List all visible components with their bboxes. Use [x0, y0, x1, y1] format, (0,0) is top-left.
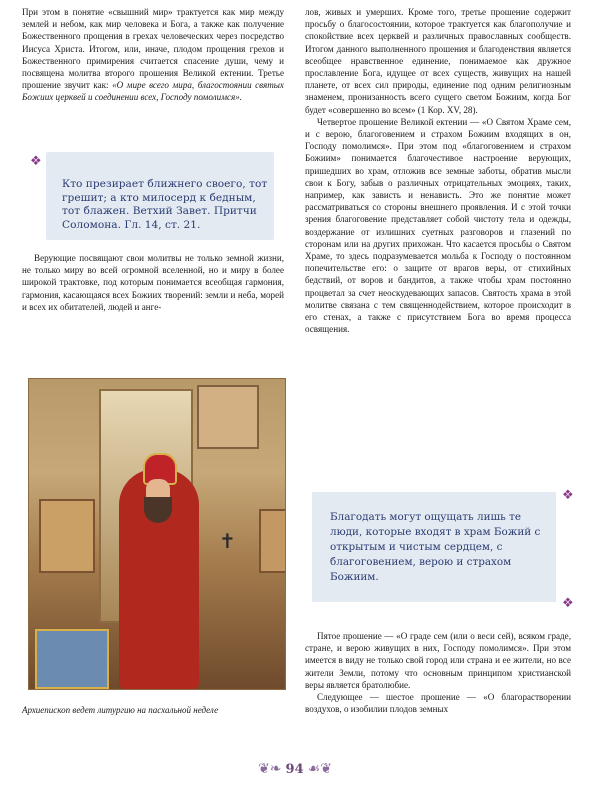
paragraph: Пятое прошение — «О граде сем (или о веси сей), всяком граде, стране, и верою живущих в них, Господу помолимся». При этом имеется в виду не только свой город или страна и ее жители, но все жители Земли, потому что основным принципом христианской веры является братолюбие. [305, 631, 571, 690]
paragraph: Верующие посвящают свои молитвы не только земной жизни, не только миру во всей огромной вселенной, но и миру в более широкой трактовке, под которым понимается всеобщая гармония, гармония, касающаяся всех Божиих творений: земли и неба, морей и всех их обитателей, людей и анге- [22, 253, 284, 312]
quote-text: Благодать могут ощущать лишь те люди, которые входят в храм Божий с открытым и чистым сердцем, с благоговением, верою и страхом Божиим. [330, 511, 541, 583]
page-footer [0, 760, 590, 790]
intro-text: При этом в понятие «свышний мир» трактуется как мир между землей и небом, как мир человека и Бога, а также как получение Божественного прощения в грехах человеческих через посредство Иисуса Христа. Итогом, или, иначе, плодом прощения грехов и Божественного примирения считается спасение души, чему и посвящена молитва второго прошения Великой ектении. Третье прошение звучит как: [22, 7, 284, 91]
footer-flourish-icon: ☙❦ [307, 762, 332, 777]
ornament-diamond-icon: ❖ [30, 153, 42, 168]
paragraph: Четвертое прошение Великой ектении — «О Святом Храме сем, и с верою, благоговением и страхом Божиим входящих в он, Господу помолимся». При этом под «благоговением и страхом Божиим» понимается благочестивое настроение верующих, пришедших во храм, отложив все земные заботы, обратив мысли свои к Богу, забыв о различных отрицательных эмоциях, таких, например, как зависть и ненависть. Это же понятие может рассматриваться со стороны внешнего проявления. И с этой точки зрения благоговение представляет собой чистоту тела и одежды, воздержание от излишних суетных разговоров и глазений по сторонам или на других прихожан. Что касается просьбы о Святом Храме, то здесь подразумевается мольба к Господу о постоянном попечительстве его: о защите от врагов веры, от стихийных бедствий, от воров и бандитов, а также чтобы храм постоянно процветал за счет неоскудевающих запасов. Святость храма в этой молитве связана с тем священнодействием, которое происходит в его стенах, а также с присутствием Бога во время процесса освящения. [305, 116, 571, 335]
footer-flourish-icon: ❦❧ [258, 762, 282, 777]
ornament-diamond-icon: ❖ [562, 595, 574, 610]
left-column-continued [22, 252, 284, 313]
left-column [22, 6, 284, 104]
quote-box-proverbs [46, 152, 274, 240]
paragraph: лов, живых и умерших. Кроме того, третье прошение содержит просьбу о благосостоянии, которое трактуется как благополучие и спокойствие всех церквей и различных православных сообществ. Итогом данного выполненного прошения и благоденствия является всеобщее нравственное единение, понимаемое как дружное прославление Бога, идущее от всех существ, живущих на нашей планете, от всех сил природы, единение под одним религиозным знаменем, пронизанность всего сущего светом Божиим, когда Бог будет «совершенно во всем» (1 Кор. XV, 28). [305, 7, 571, 115]
paragraph: Следующее — шестое прошение — «О благорастворении воздухов, о изобилии плодов земных [305, 692, 571, 715]
photo-caption: Архиепископ ведет литургию на пасхальной неделе [22, 705, 219, 715]
ornament-diamond-icon: ❖ [562, 487, 574, 502]
quote-box-grace [312, 492, 556, 602]
right-column-continued [305, 630, 571, 715]
page-number: 94 [285, 762, 304, 777]
liturgy-photo: ✝ [28, 378, 286, 690]
quote-text: Кто презирает ближнего своего, тот грешит; а кто милосерд к бедным, тот блажен. Ветхий Завет. Притчи Соломона. Гл. 14, ст. 21. [62, 178, 268, 231]
third-petition-quote: «О мире всего мира, благостоянии святых Божиих церквей и соединении всех, Господу помолимся». [22, 80, 284, 103]
right-column [305, 6, 571, 335]
intro-paragraph [22, 6, 284, 104]
